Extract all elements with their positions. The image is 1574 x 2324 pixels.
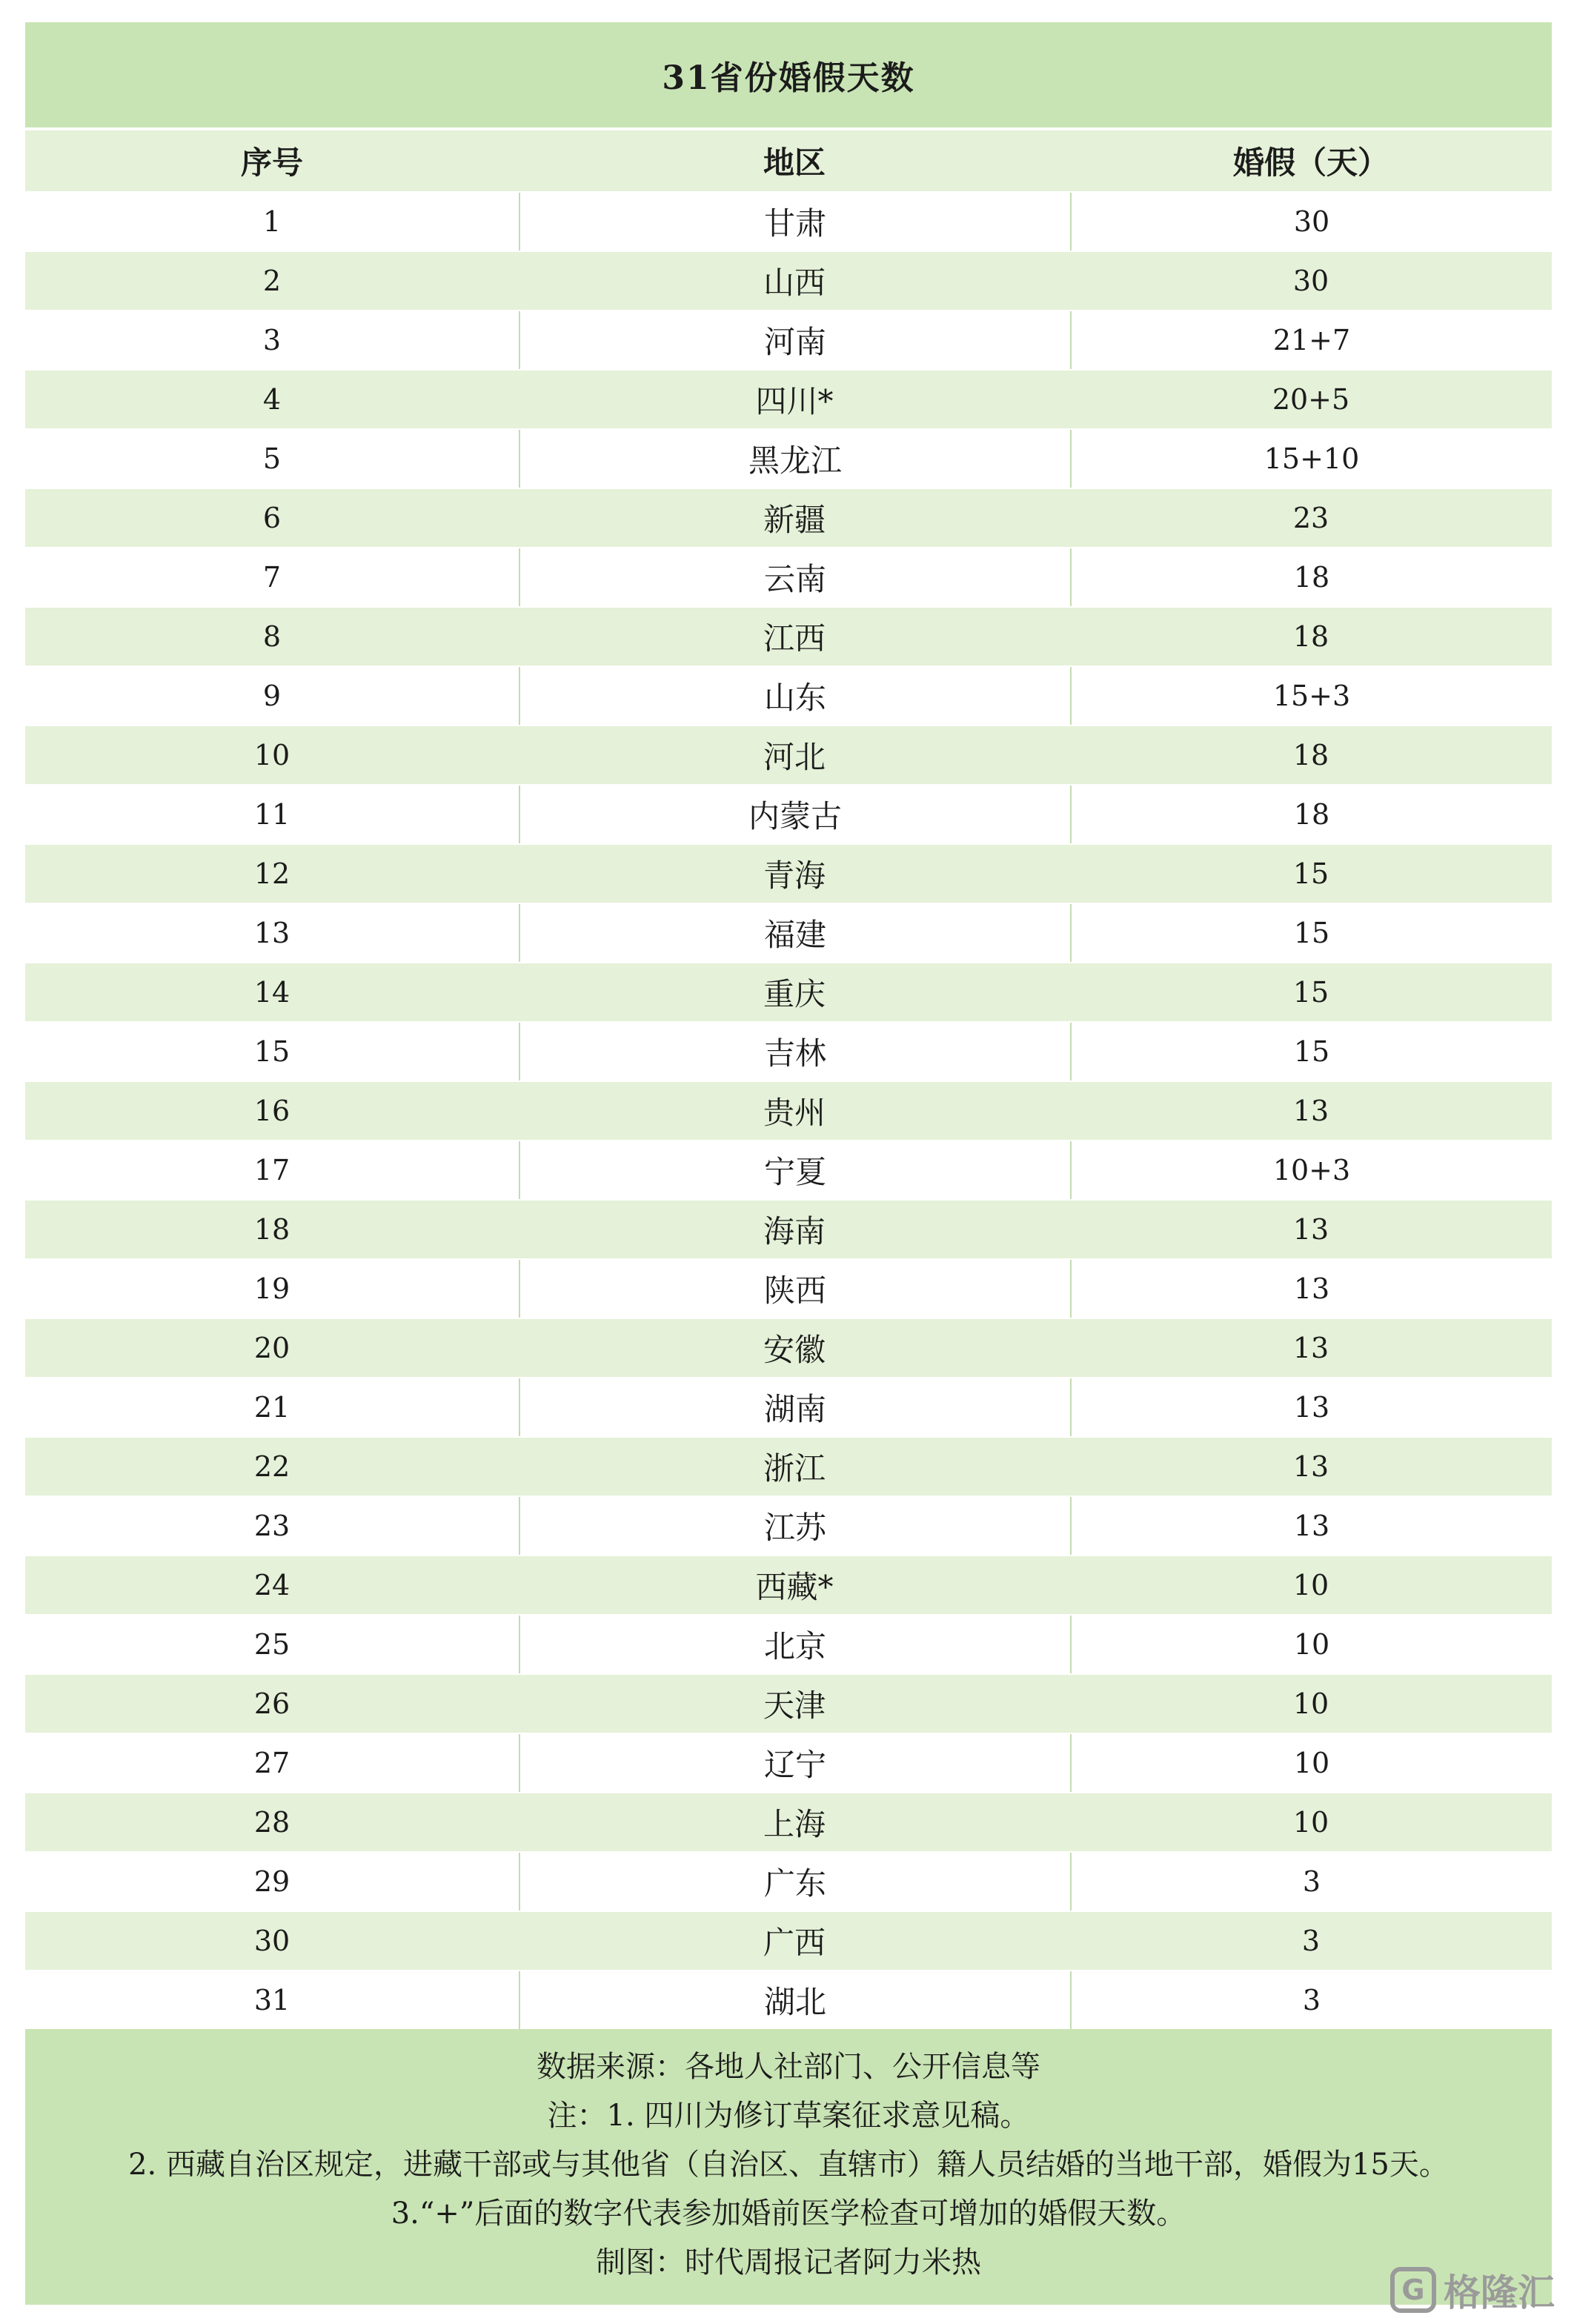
table-row [25,962,1552,1021]
cell-region: 山东 [519,667,1070,725]
cell-days: 10 [1292,1569,1329,1601]
cell-days: 15+10 [1070,430,1552,488]
cell-index: 20 [253,1332,290,1364]
table-title: 31省份婚假天数 [25,22,1552,127]
table-row [25,725,1552,784]
cell-region: 北京 [519,1616,1070,1673]
cell-index: 12 [253,857,290,890]
cell-days: 23 [1292,502,1329,534]
cell-days: 15 [1292,976,1329,1009]
table-row [25,1377,1552,1436]
header-index: 序号 [240,145,303,181]
cell-index: 3 [262,324,282,356]
cell-index: 7 [262,561,282,594]
cell-region: 福建 [519,904,1070,962]
cell-region: 广东 [519,1853,1070,1910]
table-header-row [25,127,1552,191]
table-row [25,369,1552,428]
cell-days: 18 [1292,620,1329,653]
cell-index: 4 [262,383,282,416]
cell-region: 河北 [763,739,826,775]
cell-index: 21 [253,1391,290,1424]
cell-region: 湖南 [519,1378,1070,1436]
cell-index: 13 [253,917,290,949]
cell-index: 26 [253,1687,290,1720]
cell-region: 辽宁 [519,1734,1070,1792]
cell-region: 浙江 [763,1450,826,1487]
cell-index: 8 [262,620,282,653]
cell-index: 27 [253,1747,290,1779]
cell-days: 21+7 [1070,311,1552,369]
cell-days: 13 [1292,1450,1329,1483]
table-row [25,1851,1552,1910]
table-body [25,191,1552,2029]
table-row [25,1318,1552,1377]
table-row [25,1436,1552,1495]
cell-region: 广西 [763,1925,826,1961]
footer-note-1: 注：1. 四川为修订草案征求意见稿。 [547,2099,1030,2133]
cell-days: 15 [1070,904,1552,962]
table-row [25,843,1552,903]
cell-index: 19 [253,1272,290,1305]
table-row [25,1614,1552,1673]
cell-index: 5 [262,442,282,475]
cell-days: 10+3 [1070,1141,1552,1199]
cell-index: 31 [253,1984,290,2016]
cell-index: 15 [253,1035,290,1068]
table-row [25,1495,1552,1555]
cell-days: 3 [1301,1925,1321,1957]
cell-days: 10 [1292,1806,1329,1839]
table-footer [25,2029,1552,2305]
cell-region: 河南 [519,311,1070,369]
table-row [25,488,1552,547]
cell-days: 15+3 [1070,667,1552,725]
cell-region: 贵州 [763,1095,826,1131]
table-row [25,665,1552,725]
table-row [25,1555,1552,1614]
footer-source: 数据来源：各地人社部门、公开信息等 [537,2050,1040,2084]
cell-region: 江西 [763,620,826,657]
header-region: 地区 [763,145,826,181]
cell-days: 18 [1292,739,1329,771]
cell-index: 29 [253,1865,290,1898]
cell-index: 17 [253,1154,290,1186]
table-row [25,250,1552,310]
cell-days: 13 [1292,1332,1329,1364]
cell-days: 13 [1292,1213,1329,1246]
cell-days: 13 [1070,1497,1552,1555]
cell-region: 吉林 [519,1023,1070,1080]
cell-index: 2 [262,265,282,297]
cell-region: 安徽 [763,1332,826,1368]
cell-days: 3 [1070,1853,1552,1910]
cell-index: 6 [262,502,282,534]
cell-index: 28 [253,1806,290,1839]
table-row [25,1080,1552,1140]
cell-region: 青海 [763,857,826,894]
cell-region: 四川* [755,383,834,419]
cell-index: 1 [262,205,282,238]
cell-days: 10 [1070,1616,1552,1673]
table-row [25,547,1552,606]
cell-days: 20+5 [1272,383,1350,416]
cell-days: 13 [1070,1260,1552,1318]
cell-region: 天津 [763,1687,826,1724]
cell-index: 23 [253,1510,290,1542]
watermark-text: 格隆汇 [1444,2271,1555,2314]
cell-index: 25 [253,1628,290,1661]
table-row [25,606,1552,665]
footer-note-2: 2. 西藏自治区规定，进藏干部或与其他省（自治区、直辖市）籍人员结婚的当地干部，婚假为15天。 [128,2148,1449,2182]
cell-region: 宁夏 [519,1141,1070,1199]
cell-index: 22 [253,1450,290,1483]
cell-days: 10 [1070,1734,1552,1792]
cell-days: 3 [1070,1971,1552,2029]
cell-days: 15 [1292,857,1329,890]
cell-region: 湖北 [519,1971,1070,2029]
cell-region: 海南 [763,1213,826,1249]
cell-index: 24 [253,1569,290,1601]
cell-index: 9 [262,680,282,712]
footer-credit: 制图：时代周报记者阿力米热 [596,2245,981,2280]
cell-days: 13 [1292,1095,1329,1127]
header-days: 婚假（天） [1232,145,1389,181]
table-row [25,1199,1552,1258]
cell-region: 陕西 [519,1260,1070,1318]
cell-days: 18 [1070,786,1552,843]
table-row [25,1733,1552,1792]
cell-region: 江苏 [519,1497,1070,1555]
table-row [25,1970,1552,2029]
cell-region: 山西 [763,265,826,301]
watermark-logo-icon: G [1390,2267,1436,2313]
marriage-leave-table [25,22,1552,2305]
cell-region: 上海 [763,1806,826,1842]
table-row [25,428,1552,488]
cell-region: 新疆 [763,502,826,538]
cell-region: 重庆 [763,976,826,1012]
cell-region: 西藏* [755,1569,834,1605]
cell-index: 14 [253,976,290,1009]
table-row [25,903,1552,962]
cell-index: 11 [253,798,290,831]
table-row [25,1021,1552,1080]
cell-region: 内蒙古 [519,786,1070,843]
cell-index: 30 [253,1925,290,1957]
table-row [25,1140,1552,1199]
table-row [25,191,1552,250]
cell-region: 黑龙江 [519,430,1070,488]
cell-days: 18 [1070,548,1552,606]
table-row [25,1673,1552,1733]
cell-region: 云南 [519,548,1070,606]
cell-days: 10 [1292,1687,1329,1720]
cell-days: 13 [1070,1378,1552,1436]
table-row [25,784,1552,843]
table-row [25,310,1552,369]
table-row [25,1910,1552,1970]
cell-index: 16 [253,1095,290,1127]
cell-index: 10 [253,739,290,771]
watermark [1390,2263,1555,2317]
cell-days: 15 [1070,1023,1552,1080]
cell-region: 甘肃 [519,193,1070,250]
table-row [25,1792,1552,1851]
footer-note-3: 3.“+”后面的数字代表参加婚前医学检查可增加的婚假天数。 [391,2197,1186,2231]
cell-index: 18 [253,1213,290,1246]
table-row [25,1258,1552,1318]
cell-days: 30 [1070,193,1552,250]
cell-days: 30 [1292,265,1329,297]
